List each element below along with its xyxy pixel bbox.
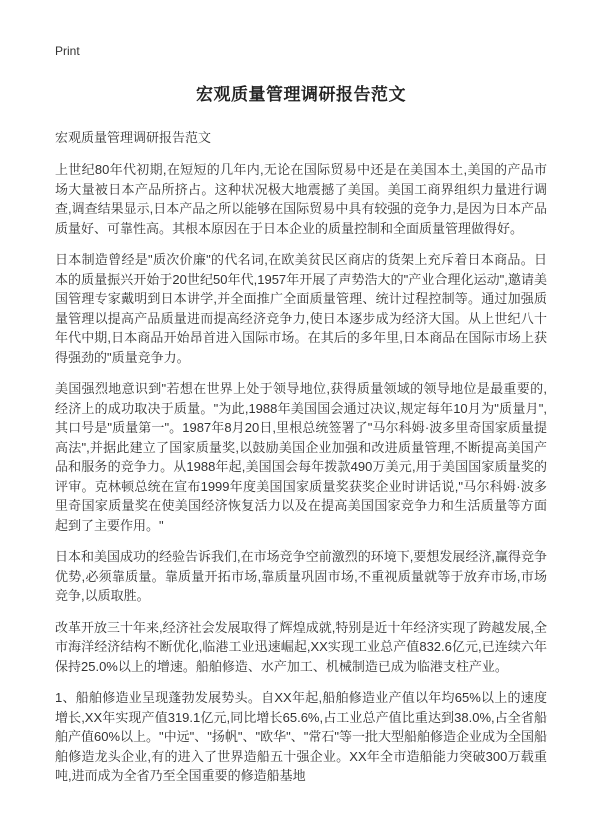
paragraph-5: 改革开放三十年来,经济社会发展取得了辉煌成就,特别是近十年经济实现了跨越发展,全市海洋经济结构不断优化,临港工业迅速崛起,XX实现工业总产值832.6亿元,已连续六年保持25.0%以上的增速。船舶修造、水产加工、机械制造已成为临港支柱产业。 (55, 619, 547, 674)
paragraph-1: 上世纪80年代初期,在短短的几年内,无论在国际贸易中还是在美国本土,美国的产品市场大量被日本产品所挤占。这种状况极大地震撼了美国。美国工商界组织力量进行调查,调查结果显示,日本产品之所以能够在国际贸易中具有较强的竞争力,是因为日本产品质量好、可靠性高。其根本原因在于日本企业的质量控制和全面质量管理做得好。 (55, 162, 547, 236)
paragraph-6: 1、船舶修造业呈现蓬勃发展势头。自XX年起,船舶修造业产值以年均65%以上的速度增长,XX年实现产值319.1亿元,同比增长65.6%,占工业总产值比重达到38.0%,占全省船舶产值60%以上。"中远"、"扬帆"、"欧华"、"常石"等一批大型船舶修造企业成为全国船舶修造龙头企业,有的进入了世界造船五十强企业。XX年全市造船能力突破300万载重吨,进而成为全省乃至全国重要的修造船基地 (55, 690, 547, 783)
paragraph-3: 美国强烈地意识到"若想在世界上处于领导地位,获得质量领域的领导地位是最重要的,经济上的成功取决于质量。"为此,1988年美国国会通过决议,规定每年10月为"质量月",其口号是"质量第一"。1987年8月20日,里根总统签署了"马尔科姆·波多里奇国家质量提高法",并据此建立了国家质量奖,以鼓励美国企业加强和改进质量管理,不断提高美国产品和服务的竞争力。从1988年起,美国国会每年拨款490万美元,用于美国国家质量奖的评审。克林顿总统在宣布1999年度美国国家质量奖获奖企业时讲话说,"马尔科姆·波多里奇国家质量奖在使美国经济恢复活力以及在提高美国国家竞争力和生活质量等方面起到了主要作用。" (55, 381, 547, 533)
print-link[interactable]: Print (55, 44, 80, 58)
document-subtitle: 宏观质量管理调研报告范文 (55, 130, 212, 145)
paragraph-2: 日本制造曾经是"质次价廉"的代名词,在欧美贫民区商店的货架上充斥着日本商品。日本的质量振兴开始于20世纪50年代,1957年开展了声势浩大的"产业合理化运动",邀请美国管理专家戴明到日本讲学,并全面推广全面质量管理、统计过程控制等。通过加强质量管理以提高产品质量进而提高经济竞争力,使日本逐步成为经济大国。从上世纪八十年代中期,日本商品开始昂首进入国际市场。在其后的多年里,日本商品在国际市场上获得强劲的"质量竞争力。 (55, 252, 547, 365)
page-title: 宏观质量管理调研报告范文 (196, 85, 406, 104)
paragraph-4: 日本和美国成功的经验告诉我们,在市场竞争空前激烈的环境下,要想发展经济,赢得竞争优势,必须靠质量。靠质量开拓市场,靠质量巩固市场,不重视质量就等于放弃市场,市场竞争,以质取胜。 (55, 549, 547, 603)
